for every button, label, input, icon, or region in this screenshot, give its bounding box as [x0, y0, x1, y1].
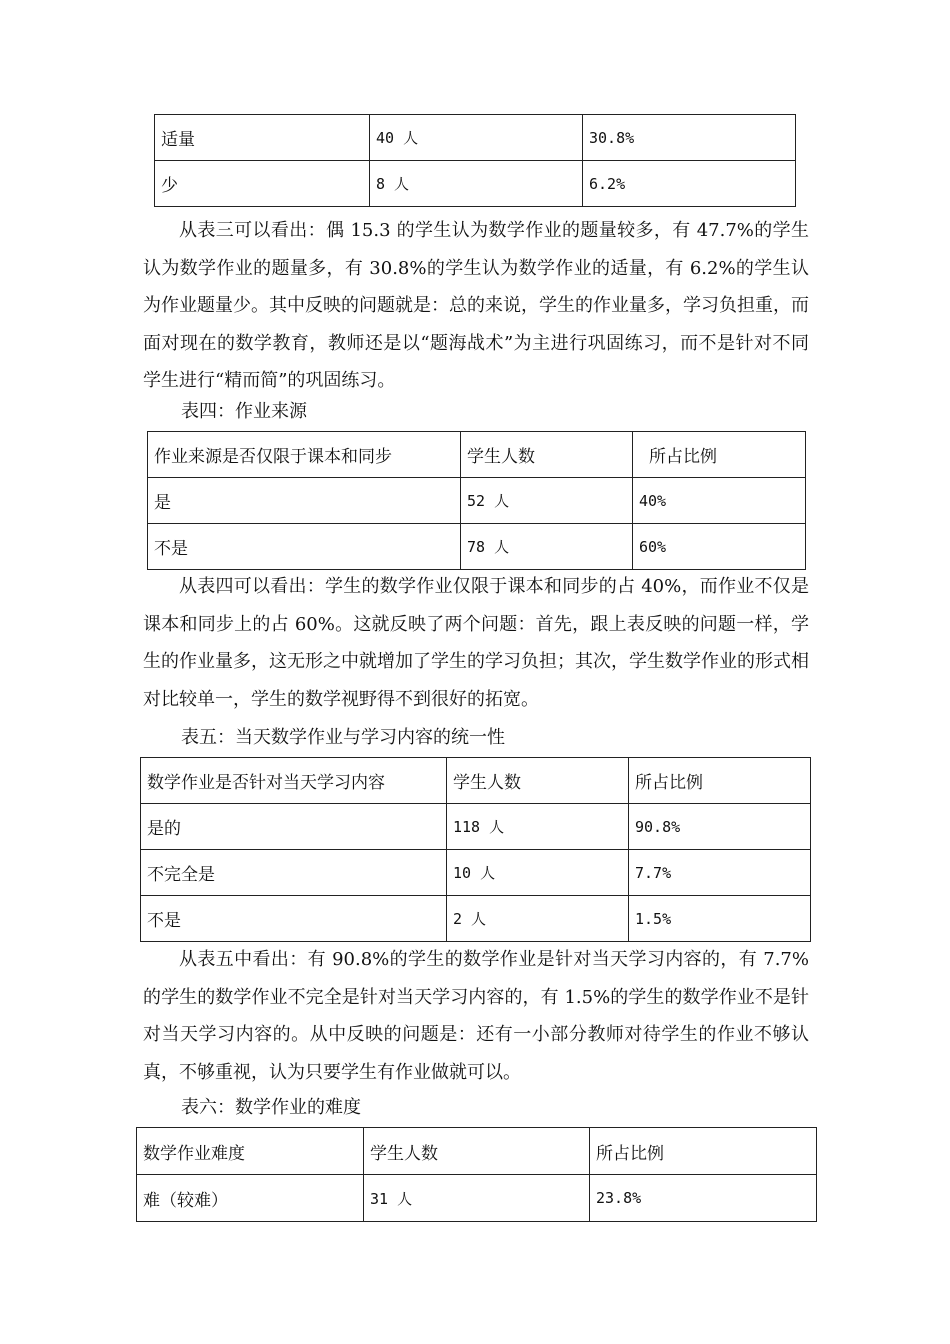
table-cell: 30.8%: [583, 115, 796, 161]
table-cell: 90.8%: [629, 804, 811, 850]
table-row: [141, 896, 811, 942]
table-header-cell: 学生人数: [461, 432, 633, 478]
table-cell: 不是: [141, 896, 447, 942]
table-cell: 31 人: [364, 1175, 590, 1222]
table4-caption: 表四：作业来源: [181, 401, 307, 422]
table-header-cell: 数学作业是否针对当天学习内容: [141, 758, 447, 804]
table-cell: 不是: [148, 524, 461, 570]
table6: [136, 1127, 817, 1222]
table-cell: 1.5%: [629, 896, 811, 942]
table5: [140, 757, 811, 942]
table-cell: 60%: [633, 524, 806, 570]
analysis-paragraph-1: 从表三可以看出：偶 15.3 的学生认为数学作业的题量较多，有 47.7%的学生认为数学作业的题量多，有 30.8%的学生认为数学作业的适量，有 6.2%的学生认为作业题量少。其中反映的问题就是：总的来说，学生的作业量多，学习负担重，而面对现在的数学教育，教师还是以“题海战术”为主进行巩固练习，而不是针对不同学生进行“精而简”的巩固练习。: [143, 220, 809, 391]
table-cell: 40%: [633, 478, 806, 524]
table-cell: 6.2%: [583, 161, 796, 207]
table-row: [148, 478, 806, 524]
table5-caption: 表五：当天数学作业与学习内容的统一性: [181, 727, 505, 748]
table4: [147, 431, 806, 570]
table-row: [137, 1175, 817, 1222]
table-cell: 2 人: [447, 896, 629, 942]
table-row: [148, 524, 806, 570]
table-header-cell: 所占比例: [629, 758, 811, 804]
table-cell: 适量: [155, 115, 370, 161]
table-cell: 23.8%: [590, 1175, 817, 1222]
table-cell: 是的: [141, 804, 447, 850]
table-header-row: [148, 432, 806, 478]
table-header-cell: 数学作业难度: [137, 1128, 364, 1175]
table-header-cell: 所占比例: [590, 1128, 817, 1175]
table-cell: 52 人: [461, 478, 633, 524]
table-cell: 78 人: [461, 524, 633, 570]
table6-caption: 表六：数学作业的难度: [181, 1097, 361, 1118]
table-header-row: [141, 758, 811, 804]
table-header-cell: 所占比例: [633, 432, 806, 478]
table-cell: 少: [155, 161, 370, 207]
table3-continuation: [154, 114, 796, 207]
analysis-paragraph-3: 从表五中看出：有 90.8%的学生的数学作业是针对当天学习内容的，有 7.7%的学生的数学作业不完全是针对当天学习内容的，有 1.5%的学生的数学作业不是针对当天学习内容的。从中反映的问题是：还有一小部分教师对待学生的作业不够认真，不够重视，认为只要学生有作业做就可以。: [143, 949, 809, 1083]
table-cell: 难（较难）: [137, 1175, 364, 1222]
table-cell: 是: [148, 478, 461, 524]
table-row: [141, 804, 811, 850]
table-header-cell: 作业来源是否仅限于课本和同步: [148, 432, 461, 478]
table-cell: 7.7%: [629, 850, 811, 896]
table-cell: 不完全是: [141, 850, 447, 896]
table-row: [155, 115, 796, 161]
table-header-cell: 学生人数: [447, 758, 629, 804]
table-row: [141, 850, 811, 896]
table-cell: 40 人: [370, 115, 583, 161]
analysis-paragraph-2: 从表四可以看出：学生的数学作业仅限于课本和同步的占 40%，而作业不仅是课本和同步上的占 60%。这就反映了两个问题：首先，跟上表反映的问题一样，学生的作业量多，这无形之中就增加了学生的学习负担；其次，学生数学作业的形式相对比较单一，学生的数学视野得不到很好的拓宽。: [143, 576, 809, 710]
table-cell: 10 人: [447, 850, 629, 896]
table-cell: 8 人: [370, 161, 583, 207]
table-cell: 118 人: [447, 804, 629, 850]
table-row: [155, 161, 796, 207]
table-header-cell: 学生人数: [364, 1128, 590, 1175]
table-header-row: [137, 1128, 817, 1175]
